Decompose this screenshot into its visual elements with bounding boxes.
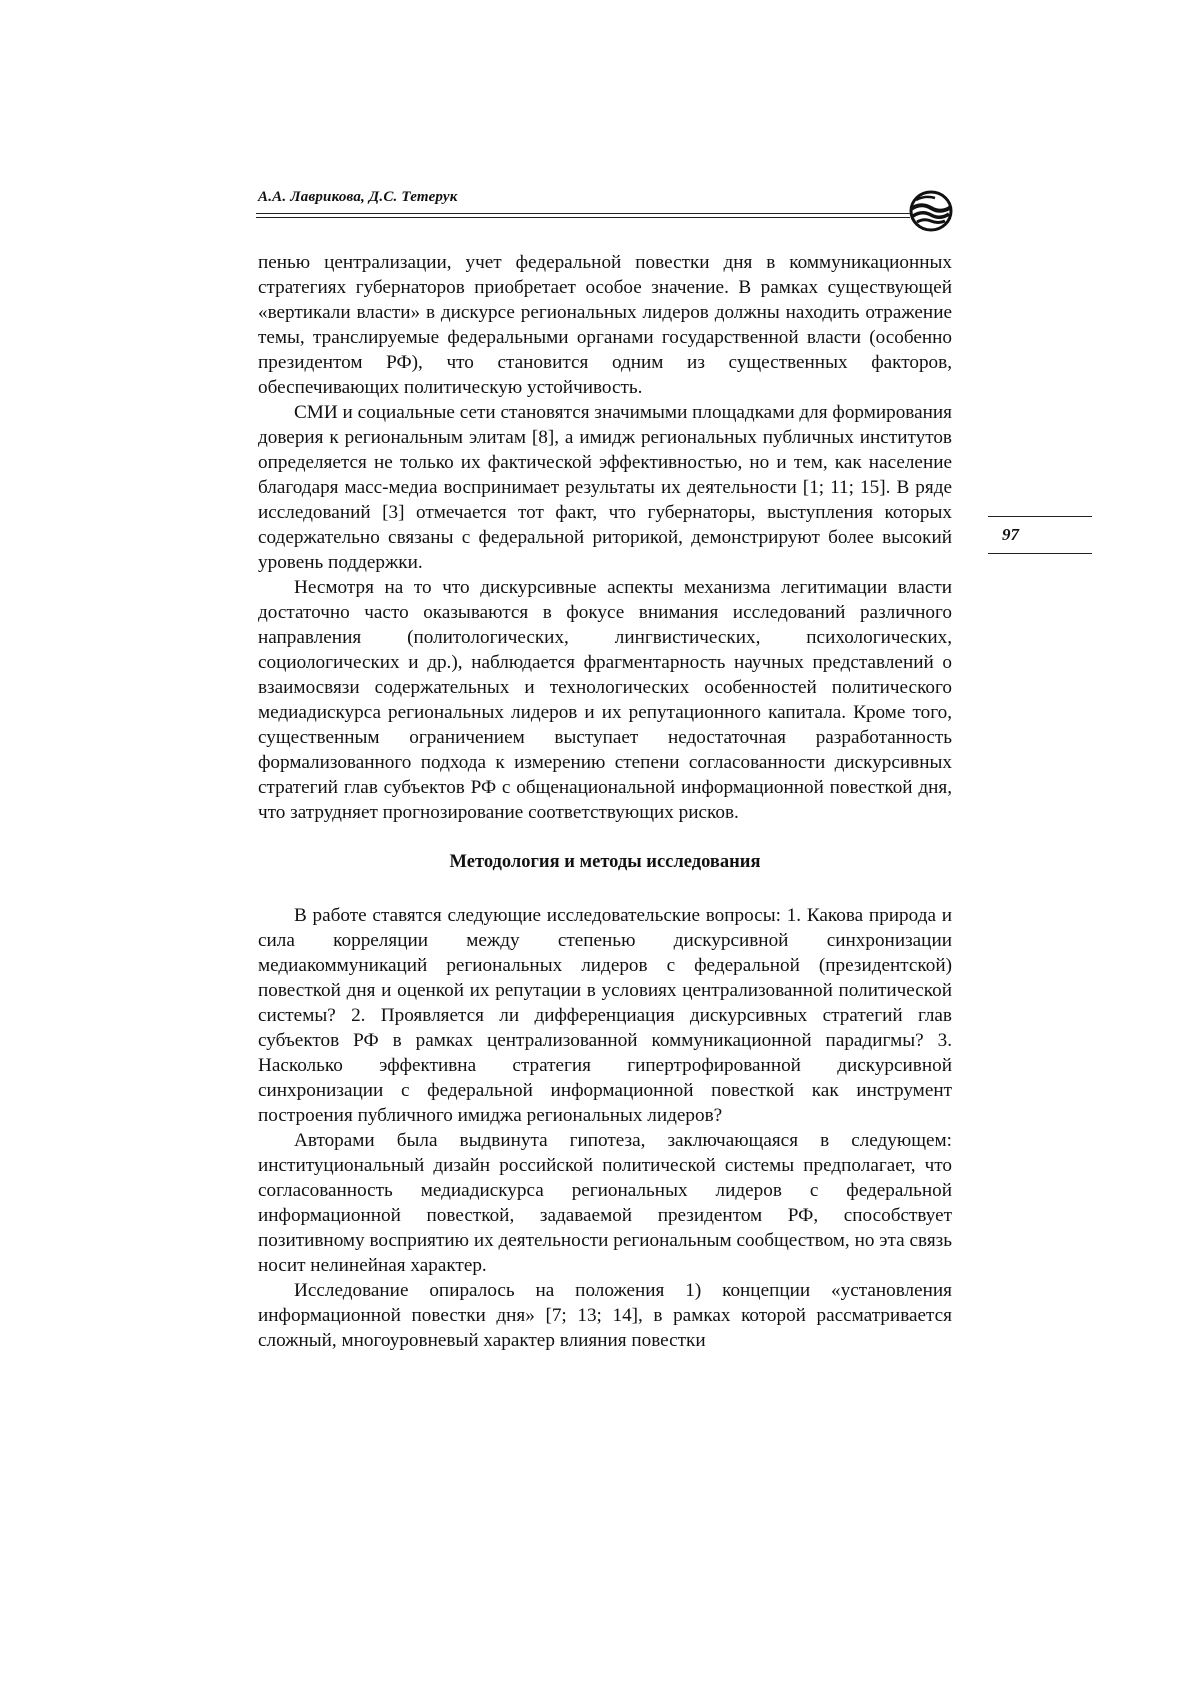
- header-authors: А.А. Лаврикова, Д.С. Тетерук: [258, 189, 458, 205]
- page-number: 97: [1002, 525, 1019, 544]
- paragraph: В работе ставятся следующие исследовательские вопросы: 1. Какова природа и сила корреляции между степенью дискурсивной синхронизации медиакоммуникаций региональных лидеров с федеральной (президентской) повесткой дня и оценкой их репутации в условиях централизованной политической системы? 2. Проявляется ли дифференциация дискурсивных стратегий глав субъектов РФ в рамках централизованной коммуникационной парадигмы? 3. Насколько эффективна стратегия гипертрофированной дискурсивной синхронизации с федеральной информационной повесткой как инструмент построения публичного имиджа региональных лидеров?: [258, 905, 952, 1126]
- paragraph: СМИ и социальные сети становятся значимыми площадками для формирования доверия к региональным элитам [8], а имидж региональных публичных институтов определяется не только их фактической эффективностью, но и тем, как население благодаря масс-медиа воспринимает результаты их деятельности [1; 11; 15]. В ряде исследований [3] отмечается тот факт, что губернаторы, выступления которых содержательно связаны с федеральной риторикой, демонстрируют более высокий уровень поддержки.: [258, 402, 952, 573]
- paragraph: Исследование опиралось на положения 1) концепции «установления информационной повестки дня» [7; 13; 14], в рамках которой рассматривается сложный, многоуровневый характер влияния повестки: [258, 1280, 952, 1351]
- running-header: [256, 186, 954, 232]
- paragraph: пенью централизации, учет федеральной повестки дня в коммуникационных стратегиях губернаторов приобретает особое значение. В рамках существующей «вертикали власти» в дискурсе региональных лидеров должны находить отражение темы, транслируемые федеральными органами государственной власти (особенно президентом РФ), что становится одним из существенных факторов, обеспечивающих политическую устойчивость.: [258, 252, 952, 398]
- paragraph: Несмотря на то что дискурсивные аспекты механизма легитимации власти достаточно часто оказываются в фокусе внимания исследований различного направления (политологических, лингвистических, психологических, социологических и др.), наблюдается фрагментарность научных представлений о взаимосвязи содержательных и технологических особенностей политического медиадискурса региональных лидеров и их репутационного капитала. Кроме того, существенным ограничением выступает недостаточная разработанность формализованного подхода к измерению степени согласованности дискурсивных стратегий глав субъектов РФ с общенациональной информационной повесткой дня, что затрудняет прогнозирование соответствующих рисков.: [258, 577, 952, 823]
- section-heading: Методология и методы исследования: [449, 852, 761, 872]
- header-rule: [256, 213, 910, 214]
- article-body: [258, 250, 952, 1353]
- page-number-box: [988, 516, 1092, 554]
- journal-logo-icon: [907, 189, 955, 233]
- header-rule: [256, 217, 910, 218]
- paragraph: Авторами была выдвинута гипотеза, заключающаяся в следующем: институциональный дизайн российской политической системы предполагает, что согласованность медиадискурса региональных лидеров с федеральной информационной повесткой, задаваемой президентом РФ, способствует позитивному восприятию их деятельности региональным сообществом, но эта связь носит нелинейная характер.: [258, 1130, 952, 1276]
